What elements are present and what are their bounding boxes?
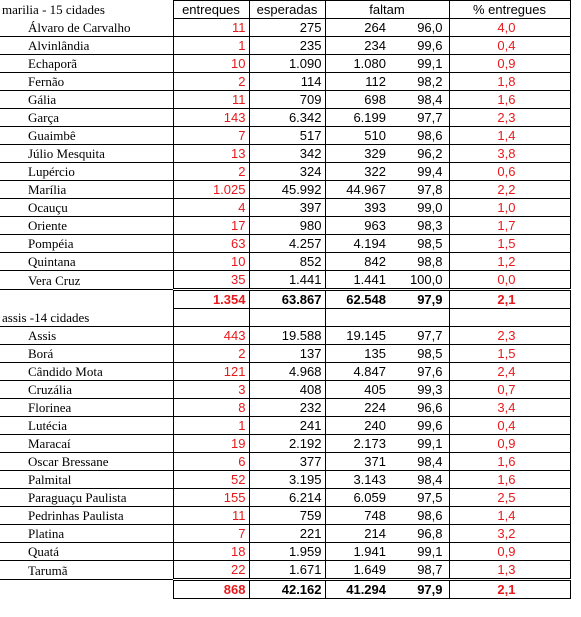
city-name: Alvinlândia	[0, 37, 173, 55]
pct-faltam-value: 97,9	[389, 580, 449, 599]
pct-faltam-value: 97,8	[389, 181, 449, 199]
pct-entregues-value: 1,4	[449, 507, 570, 525]
pct-faltam-value: 97,9	[389, 290, 449, 309]
pct-entregues-value: 3,4	[449, 399, 570, 417]
pct-faltam-value: 98,5	[389, 235, 449, 253]
entregues-value: 1.354	[173, 290, 249, 309]
pct-entregues-value: 0,4	[449, 417, 570, 435]
pct-faltam-value: 99,6	[389, 417, 449, 435]
entregues-value: 11	[173, 507, 249, 525]
table-row	[0, 381, 570, 399]
pct-entregues-value: 1,3	[449, 561, 570, 580]
faltam-value: 322	[325, 163, 389, 181]
pct-entregues-value: 3,8	[449, 145, 570, 163]
faltam-value: 41.294	[325, 580, 389, 599]
entregues-value: 443	[173, 327, 249, 345]
pct-entregues-value: 3,2	[449, 525, 570, 543]
faltam-value: 135	[325, 345, 389, 363]
city-name: Pompéia	[0, 235, 173, 253]
table-row	[0, 91, 570, 109]
entregues-value: 22	[173, 561, 249, 580]
pct-faltam-value: 96,0	[389, 19, 449, 37]
pct-entregues-value: 2,1	[449, 290, 570, 309]
pct-faltam-value: 98,4	[389, 91, 449, 109]
pct-entregues-value: 4,0	[449, 19, 570, 37]
pct-faltam-value: 97,5	[389, 489, 449, 507]
pct-faltam-value: 98,3	[389, 217, 449, 235]
esperadas-value: 408	[249, 381, 325, 399]
empty-cell	[173, 309, 249, 327]
pct-entregues-value: 2,3	[449, 327, 570, 345]
pct-faltam-value: 98,4	[389, 471, 449, 489]
esperadas-value: 114	[249, 73, 325, 91]
city-name: Echaporã	[0, 55, 173, 73]
pct-entregues-value: 1,6	[449, 453, 570, 471]
esperadas-value: 3.195	[249, 471, 325, 489]
entregues-value: 19	[173, 435, 249, 453]
entregues-value: 35	[173, 271, 249, 290]
esperadas-value: 517	[249, 127, 325, 145]
group1-title: marilia - 15 cidades	[2, 2, 105, 17]
entregues-value: 18	[173, 543, 249, 561]
pct-entregues-value: 0,9	[449, 435, 570, 453]
total-label-cell	[0, 580, 173, 599]
faltam-value: 371	[325, 453, 389, 471]
pct-entregues-value: 1,6	[449, 91, 570, 109]
esperadas-value: 45.992	[249, 181, 325, 199]
entregues-value: 11	[173, 91, 249, 109]
header-row	[0, 1, 570, 19]
table-row	[0, 253, 570, 271]
pct-faltam-value: 98,6	[389, 507, 449, 525]
table-row	[0, 55, 570, 73]
table-row	[0, 561, 570, 580]
city-name: Álvaro de Carvalho	[0, 19, 173, 37]
table-row	[0, 363, 570, 381]
table-row	[0, 453, 570, 471]
pct-faltam-value: 96,2	[389, 145, 449, 163]
faltam-value: 698	[325, 91, 389, 109]
entregues-value: 17	[173, 217, 249, 235]
faltam-value: 748	[325, 507, 389, 525]
entregues-value: 10	[173, 253, 249, 271]
faltam-value: 62.548	[325, 290, 389, 309]
pct-entregues-value: 2,5	[449, 489, 570, 507]
empty-cell	[325, 309, 389, 327]
faltam-value: 963	[325, 217, 389, 235]
city-name: Cândido Mota	[0, 363, 173, 381]
city-name: Lupércio	[0, 163, 173, 181]
esperadas-value: 759	[249, 507, 325, 525]
pct-entregues-value: 2,3	[449, 109, 570, 127]
table-row	[0, 327, 570, 345]
pct-entregues-value: 1,5	[449, 345, 570, 363]
city-name: Pedrinhas Paulista	[0, 507, 173, 525]
faltam-value: 510	[325, 127, 389, 145]
esperadas-value: 980	[249, 217, 325, 235]
entregues-value: 1.025	[173, 181, 249, 199]
city-name: Ocauçu	[0, 199, 173, 217]
table-row	[0, 345, 570, 363]
pct-entregues-value: 0,9	[449, 543, 570, 561]
table-row	[0, 471, 570, 489]
pct-faltam-value: 99,4	[389, 163, 449, 181]
city-name: Lutécia	[0, 417, 173, 435]
city-name: Garça	[0, 109, 173, 127]
entregues-value: 4	[173, 199, 249, 217]
entregues-value: 155	[173, 489, 249, 507]
table-row	[0, 235, 570, 253]
pct-entregues-value: 2,2	[449, 181, 570, 199]
faltam-value: 1.941	[325, 543, 389, 561]
table-row	[0, 417, 570, 435]
faltam-value: 1.441	[325, 271, 389, 290]
pct-entregues-value: 1,4	[449, 127, 570, 145]
pct-faltam-value: 97,7	[389, 109, 449, 127]
col-header-faltam: faltam	[325, 1, 449, 19]
total-row	[0, 290, 570, 309]
entregues-value: 121	[173, 363, 249, 381]
city-name: Tarumã	[0, 561, 173, 580]
faltam-value: 393	[325, 199, 389, 217]
table-row	[0, 199, 570, 217]
pct-entregues-value: 0,9	[449, 55, 570, 73]
pct-faltam-value: 99,3	[389, 381, 449, 399]
faltam-value: 329	[325, 145, 389, 163]
faltam-value: 224	[325, 399, 389, 417]
city-name: Fernão	[0, 73, 173, 91]
faltam-value: 842	[325, 253, 389, 271]
esperadas-value: 232	[249, 399, 325, 417]
pct-faltam-value: 99,0	[389, 199, 449, 217]
empty-cell	[249, 309, 325, 327]
total-label-cell	[0, 290, 173, 309]
entregues-value: 2	[173, 73, 249, 91]
table-row	[0, 163, 570, 181]
pct-faltam-value: 98,2	[389, 73, 449, 91]
table-row	[0, 37, 570, 55]
pct-faltam-value: 98,6	[389, 127, 449, 145]
empty-cell	[389, 309, 449, 327]
empty-cell	[449, 309, 570, 327]
esperadas-value: 1.090	[249, 55, 325, 73]
esperadas-value: 377	[249, 453, 325, 471]
esperadas-value: 4.257	[249, 235, 325, 253]
table-row	[0, 145, 570, 163]
pct-entregues-value: 1,8	[449, 73, 570, 91]
entregues-value: 11	[173, 19, 249, 37]
entregues-value: 10	[173, 55, 249, 73]
entregues-value: 7	[173, 127, 249, 145]
pct-faltam-value: 96,6	[389, 399, 449, 417]
esperadas-value: 2.192	[249, 435, 325, 453]
pct-faltam-value: 98,5	[389, 345, 449, 363]
table-row	[0, 435, 570, 453]
faltam-value: 6.199	[325, 109, 389, 127]
pct-entregues-value: 0,6	[449, 163, 570, 181]
esperadas-value: 1.671	[249, 561, 325, 580]
faltam-value: 4.847	[325, 363, 389, 381]
esperadas-value: 324	[249, 163, 325, 181]
entregues-value: 1	[173, 417, 249, 435]
city-name: Oriente	[0, 217, 173, 235]
pct-entregues-value: 2,4	[449, 363, 570, 381]
pct-faltam-value: 96,8	[389, 525, 449, 543]
city-name: Quatá	[0, 543, 173, 561]
pct-entregues-value: 1,5	[449, 235, 570, 253]
faltam-value: 6.059	[325, 489, 389, 507]
entregues-value: 3	[173, 381, 249, 399]
table-row	[0, 271, 570, 290]
entregues-value: 52	[173, 471, 249, 489]
entregues-value: 63	[173, 235, 249, 253]
esperadas-value: 221	[249, 525, 325, 543]
city-name: Platina	[0, 525, 173, 543]
faltam-value: 44.967	[325, 181, 389, 199]
pct-faltam-value: 99,1	[389, 543, 449, 561]
city-name: Florinea	[0, 399, 173, 417]
entregues-value: 2	[173, 163, 249, 181]
col-header-pct-entregues: % entregues	[449, 1, 570, 19]
faltam-value: 2.173	[325, 435, 389, 453]
table-row	[0, 217, 570, 235]
esperadas-value: 397	[249, 199, 325, 217]
city-name: Assis	[0, 327, 173, 345]
esperadas-value: 4.968	[249, 363, 325, 381]
city-name: Borá	[0, 345, 173, 363]
table-row	[0, 19, 570, 37]
pct-entregues-value: 0,7	[449, 381, 570, 399]
faltam-value: 19.145	[325, 327, 389, 345]
pct-faltam-value: 99,6	[389, 37, 449, 55]
city-name: Júlio Mesquita	[0, 145, 173, 163]
pct-entregues-value: 1,2	[449, 253, 570, 271]
table-row	[0, 525, 570, 543]
pct-entregues-value: 0,0	[449, 271, 570, 290]
entregues-value: 868	[173, 580, 249, 599]
pct-faltam-value: 99,1	[389, 55, 449, 73]
city-name: Gália	[0, 91, 173, 109]
faltam-value: 112	[325, 73, 389, 91]
entregues-value: 7	[173, 525, 249, 543]
city-name: Cruzália	[0, 381, 173, 399]
pct-entregues-value: 1,0	[449, 199, 570, 217]
faltam-value: 1.080	[325, 55, 389, 73]
esperadas-value: 852	[249, 253, 325, 271]
pct-entregues-value: 0,4	[449, 37, 570, 55]
faltam-value: 240	[325, 417, 389, 435]
entregues-value: 8	[173, 399, 249, 417]
table-row	[0, 181, 570, 199]
esperadas-value: 241	[249, 417, 325, 435]
city-name: Guaimbê	[0, 127, 173, 145]
city-name: Paraguaçu Paulista	[0, 489, 173, 507]
city-name: Oscar Bressane	[0, 453, 173, 471]
pct-faltam-value: 97,7	[389, 327, 449, 345]
table-row	[0, 543, 570, 561]
pct-entregues-value: 1,7	[449, 217, 570, 235]
table-row	[0, 73, 570, 91]
table-row	[0, 127, 570, 145]
city-name: Maracaí	[0, 435, 173, 453]
pct-faltam-value: 99,1	[389, 435, 449, 453]
pct-faltam-value: 100,0	[389, 271, 449, 290]
pct-entregues-value: 2,1	[449, 580, 570, 599]
faltam-value: 264	[325, 19, 389, 37]
faltam-value: 214	[325, 525, 389, 543]
table-row	[0, 489, 570, 507]
pct-entregues-value: 1,6	[449, 471, 570, 489]
faltam-value: 3.143	[325, 471, 389, 489]
faltam-value: 1.649	[325, 561, 389, 580]
city-name: Marília	[0, 181, 173, 199]
esperadas-value: 42.162	[249, 580, 325, 599]
entregues-value: 6	[173, 453, 249, 471]
col-header-esperadas: esperadas	[249, 1, 325, 19]
faltam-value: 234	[325, 37, 389, 55]
esperadas-value: 1.959	[249, 543, 325, 561]
pct-faltam-value: 98,8	[389, 253, 449, 271]
esperadas-value: 6.342	[249, 109, 325, 127]
esperadas-value: 709	[249, 91, 325, 109]
entregues-value: 13	[173, 145, 249, 163]
esperadas-value: 63.867	[249, 290, 325, 309]
esperadas-value: 235	[249, 37, 325, 55]
city-name: Vera Cruz	[0, 271, 173, 290]
city-name: Quintana	[0, 253, 173, 271]
table-row	[0, 109, 570, 127]
faltam-value: 405	[325, 381, 389, 399]
table-row	[0, 507, 570, 525]
group2-header-row	[0, 309, 570, 327]
table-row	[0, 399, 570, 417]
faltam-value: 4.194	[325, 235, 389, 253]
pct-faltam-value: 97,6	[389, 363, 449, 381]
entregues-value: 1	[173, 37, 249, 55]
city-name: Palmital	[0, 471, 173, 489]
esperadas-value: 342	[249, 145, 325, 163]
entregues-value: 2	[173, 345, 249, 363]
esperadas-value: 19.588	[249, 327, 325, 345]
esperadas-value: 137	[249, 345, 325, 363]
group2-title: assis -14 cidades	[0, 309, 173, 327]
pct-faltam-value: 98,7	[389, 561, 449, 580]
entregues-value: 143	[173, 109, 249, 127]
esperadas-value: 275	[249, 19, 325, 37]
total-row	[0, 580, 570, 599]
esperadas-value: 6.214	[249, 489, 325, 507]
col-header-entregues: entreques	[173, 1, 249, 19]
pct-faltam-value: 98,4	[389, 453, 449, 471]
esperadas-value: 1.441	[249, 271, 325, 290]
